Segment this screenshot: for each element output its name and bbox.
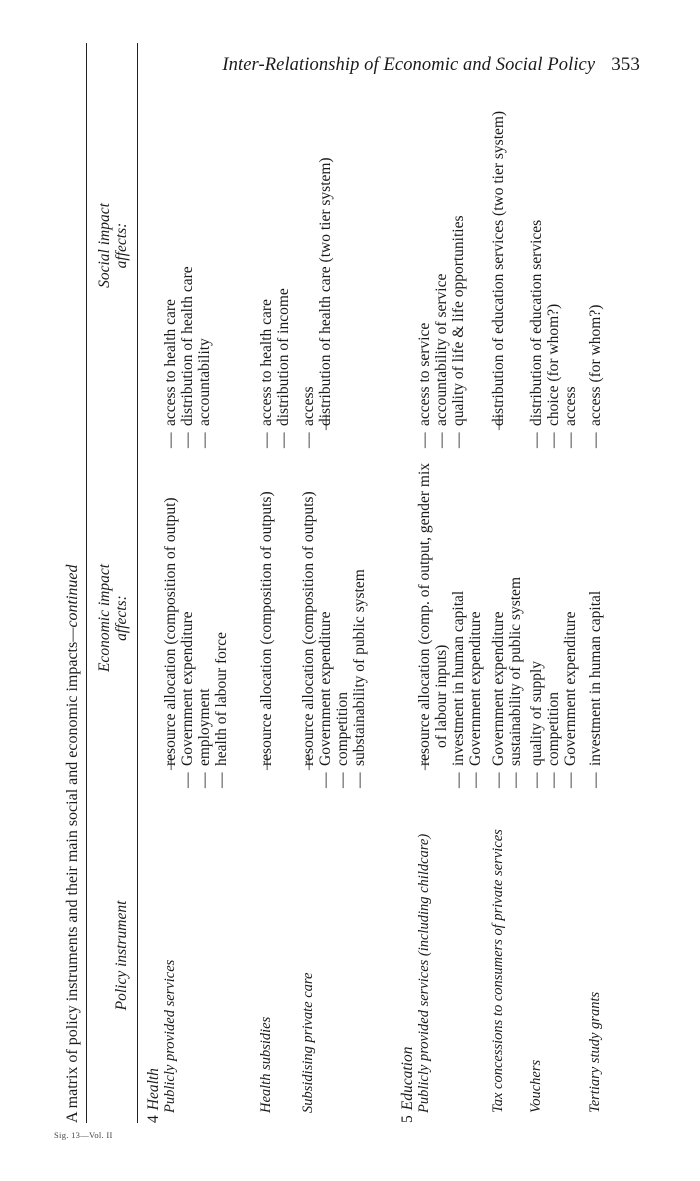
economic-impact-list <box>528 458 579 788</box>
social-impact-item: — access (for whom?) <box>587 48 604 448</box>
economic-impact-list <box>300 458 368 788</box>
social-impact-item: — access <box>300 48 317 448</box>
social-impact-item: — access to health care <box>258 48 275 448</box>
social-impact-item: — choice (for whom?) <box>545 48 562 448</box>
social-impact-item: — distribution of education services (two tier system) <box>490 48 507 448</box>
economic-impact-item: — quality of supply <box>528 458 545 788</box>
policy-instrument-cell: Health subsidies <box>258 1016 274 1113</box>
table-caption <box>63 43 83 1123</box>
table-header-rule <box>137 43 138 1123</box>
social-impact-list <box>258 48 292 448</box>
social-header-line2: affects: <box>113 222 130 269</box>
economic-impact-list <box>587 458 604 788</box>
section-name: Education <box>399 1046 416 1111</box>
social-impact-list <box>300 48 334 448</box>
economic-impact-item: — Government expenditure <box>467 458 484 788</box>
social-impact-item: — distribution of income <box>275 48 292 448</box>
table-caption-text: A matrix of policy instruments and their main social and economic impacts <box>64 641 81 1123</box>
economic-impact-item: — Government expenditure <box>179 458 196 788</box>
social-impact-item: — accountability <box>196 48 213 448</box>
table-top-rule <box>86 43 87 1123</box>
economic-impact-item: — substainability of public system <box>351 458 368 788</box>
social-impact-item: — distribution of health care <box>179 48 196 448</box>
social-impact-list <box>490 48 507 448</box>
social-impact-item: — access to health care <box>162 48 179 448</box>
economic-impact-item: — investment in human capital <box>450 458 467 788</box>
social-impact-item: — access <box>562 48 579 448</box>
economic-impact-item: — resource allocation (comp. of output, gender mix of labour inputs) <box>416 458 450 788</box>
section-heading-education <box>399 1047 416 1123</box>
economic-header-line2: affects: <box>113 595 130 641</box>
social-impact-list <box>528 48 579 448</box>
economic-impact-list <box>258 458 275 788</box>
social-impact-list <box>416 48 467 448</box>
policy-instrument-cell: Tax concessions to consumers of private services <box>490 829 506 1113</box>
policy-matrix-table <box>63 43 643 1123</box>
economic-impact-item: — Government expenditure <box>562 458 579 788</box>
economic-header-line1: Economic impact <box>96 563 113 673</box>
column-header-social-impact <box>96 43 130 448</box>
section-name: Health <box>145 1068 162 1111</box>
social-impact-item: — distribution of education services <box>528 48 545 448</box>
social-header-line1: Social impact <box>96 203 113 288</box>
policy-instrument-cell: Vouchers <box>528 1059 544 1113</box>
economic-impact-item: — sustainability of public system <box>507 458 524 788</box>
economic-impact-item: — Government expenditure <box>490 458 507 788</box>
economic-impact-list <box>490 458 524 788</box>
economic-impact-item: — investment in human capital <box>587 458 604 788</box>
policy-instrument-cell: Publicly provided services (including childcare) <box>416 833 432 1113</box>
policy-instrument-cell: Publicly provided services <box>162 959 178 1113</box>
social-impact-list <box>162 48 213 448</box>
social-impact-list <box>587 48 604 448</box>
economic-impact-item: — resource allocation (composition of outputs) <box>258 458 275 788</box>
section-number: 4 <box>145 1115 162 1123</box>
running-header-title: Inter-Relationship of Economic and Social Policy <box>222 55 596 75</box>
economic-impact-item: — resource allocation (composition of outputs) <box>300 458 317 788</box>
economic-impact-item: — health of labour force <box>213 458 230 788</box>
policy-instrument-cell: Tertiary study grants <box>587 991 603 1113</box>
section-number: 5 <box>399 1115 416 1123</box>
social-impact-item: — access to service <box>416 48 433 448</box>
column-header-economic-impact <box>96 448 130 788</box>
economic-impact-item: — resource allocation (composition of output) <box>162 458 179 788</box>
economic-impact-list <box>416 458 484 788</box>
economic-impact-item: — competition <box>334 458 351 788</box>
table-caption-continued: —continued <box>64 564 81 642</box>
economic-impact-item: — Government expenditure <box>317 458 334 788</box>
economic-impact-list <box>162 458 230 788</box>
page-number: 353 <box>611 54 640 75</box>
economic-impact-item: — employment <box>196 458 213 788</box>
social-impact-item: — accountability of service <box>433 48 450 448</box>
printer-signature-mark: Sig. 13—Vol. II <box>54 1130 113 1140</box>
column-header-policy-instrument: Policy instrument <box>113 900 130 1011</box>
section-heading-health <box>145 1068 162 1123</box>
social-impact-item: — distribution of health care (two tier system) <box>317 48 334 448</box>
policy-instrument-cell: Subsidising private care <box>300 972 316 1113</box>
economic-impact-item: — competition <box>545 458 562 788</box>
social-impact-item: — quality of life & life opportunities <box>450 48 467 448</box>
